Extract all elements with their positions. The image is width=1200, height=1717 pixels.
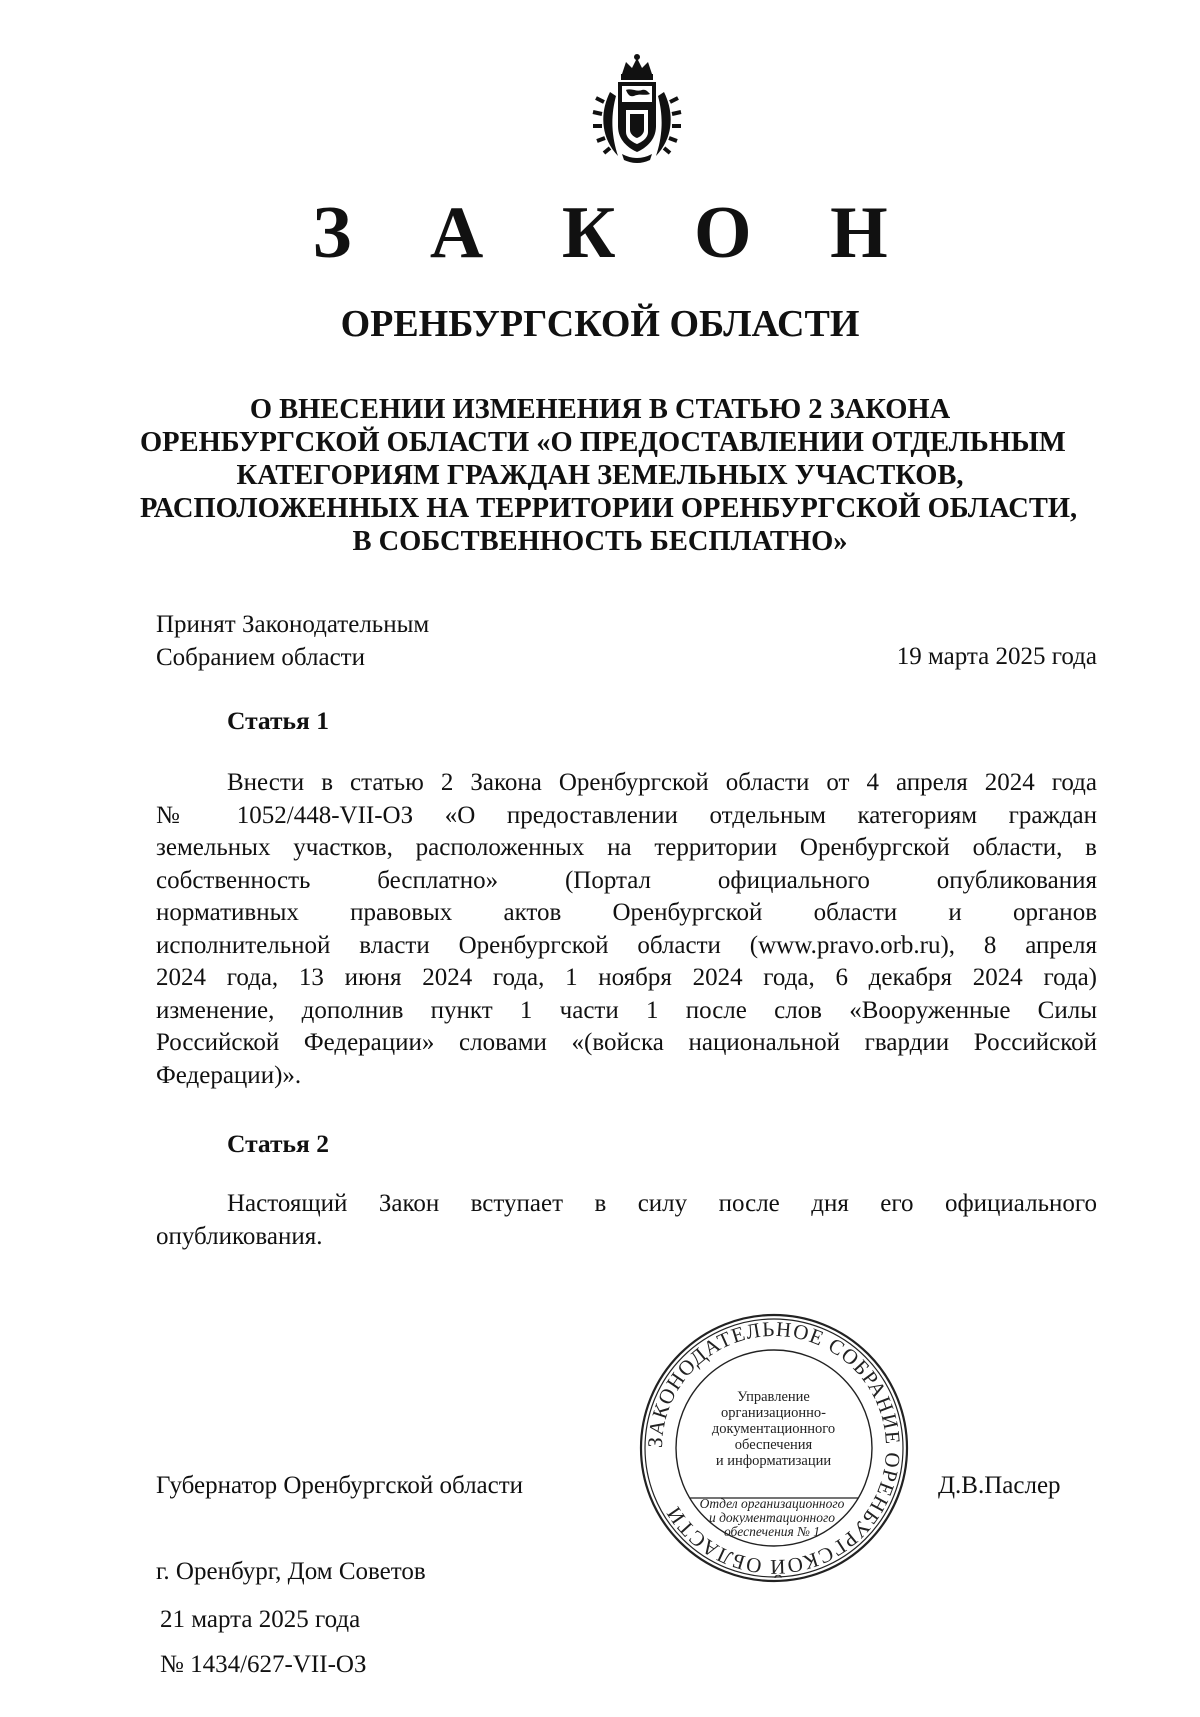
text-line: собственность бесплатно» (Портал официального опубликования bbox=[156, 866, 1097, 894]
text-line: 2024 года, 13 июня 2024 года, 1 ноября 2024 года, 6 декабря 2024 года) bbox=[156, 964, 1097, 991]
adopted-by bbox=[156, 608, 429, 674]
stamp-line: документационного bbox=[711, 1421, 836, 1437]
heading-line: О ВНЕСЕНИИ ИЗМЕНЕНИЯ В СТАТЬЮ 2 ЗАКОНА bbox=[249, 394, 951, 425]
coat-of-arms-emblem bbox=[592, 52, 682, 164]
heading-line: В СОБСТВЕННОСТЬ БЕСПЛАТНО» bbox=[352, 526, 848, 557]
text-line: опубликования. bbox=[156, 1222, 323, 1250]
document-title: З А К О Н bbox=[312, 192, 918, 274]
stamp-department-text bbox=[676, 1497, 868, 1539]
heading-line: ОРЕНБУРГСКОЙ ОБЛАСТИ «О ПРЕДОСТАВЛЕНИИ ОТДЕЛЬНЫМ bbox=[140, 427, 1066, 458]
text-line: Внести в статью 2 Закона Оренбургской области от 4 апреля 2024 года bbox=[227, 769, 1097, 796]
stamp-line: организационно- bbox=[721, 1405, 826, 1421]
law-heading bbox=[140, 393, 1078, 558]
text-line: исполнительной власти Оренбургской области (www.pravo.orb.ru), 8 апреля bbox=[156, 931, 1097, 959]
heading-line: РАСПОЛОЖЕННЫХ НА ТЕРРИТОРИИ ОРЕНБУРГСКОЙ ОБЛАСТИ, bbox=[140, 493, 1078, 524]
text-line: Российской Федерации» словами «(войска национальной гвардии Российской bbox=[156, 1029, 1097, 1056]
document-subtitle: ОРЕНБУРГСКОЙ ОБЛАСТИ bbox=[340, 303, 860, 345]
text-line: изменение, дополнив пункт 1 части 1 после слов «Вооруженные Силы bbox=[156, 996, 1097, 1024]
heading-line: КАТЕГОРИЯМ ГРАЖДАН ЗЕМЕЛЬНЫХ УЧАСТКОВ, bbox=[236, 460, 964, 491]
adopted-date: 19 марта 2025 года bbox=[896, 643, 1097, 670]
stamp-line: Управление bbox=[737, 1389, 810, 1405]
text-line: земельных участков, расположенных на территории Оренбургской области, в bbox=[156, 834, 1097, 861]
stamp-ring-text: ЗАКОНОДАТЕЛЬНОЕ СОБРАНИЕ ОРЕНБУРГСКОЙ ОБЛАСТИ bbox=[642, 1316, 906, 1580]
text-line: Настоящий Закон вступает в силу после дня его официального bbox=[227, 1190, 1097, 1217]
stamp-line: обеспечения № 1 bbox=[723, 1524, 821, 1539]
text-line: Федерации)». bbox=[156, 1061, 302, 1089]
adopted-line: Собранием области bbox=[156, 644, 365, 671]
text-line: № 1052/448-VII-ОЗ «О предоставлении отдельным категориям граждан bbox=[156, 801, 1097, 829]
governor-title: Губернатор Оренбургской области bbox=[156, 1472, 524, 1499]
stamp-inner-text bbox=[680, 1389, 867, 1469]
article-1-title: Статья 1 bbox=[227, 706, 329, 735]
stamp-line: Отдел организационного bbox=[699, 1496, 845, 1511]
governor-name: Д.В.Паслер bbox=[938, 1472, 1061, 1499]
stamp-line: обеспечения bbox=[734, 1437, 813, 1453]
text-line: нормативных правовых актов Оренбургской области и органов bbox=[156, 899, 1097, 926]
stamp-line: и информатизации bbox=[715, 1453, 832, 1469]
stamp-line: и документационного bbox=[708, 1510, 836, 1525]
adopted-line: Принят Законодательным bbox=[156, 611, 430, 638]
law-number: № 1434/627-VII-ОЗ bbox=[160, 1651, 367, 1678]
article-2-text bbox=[156, 1188, 1097, 1253]
article-2-title: Статья 2 bbox=[227, 1129, 329, 1158]
signing-place: г. Оренбург, Дом Советов bbox=[156, 1558, 426, 1585]
article-1-text bbox=[156, 767, 1097, 1092]
signing-date: 21 марта 2025 года bbox=[160, 1606, 361, 1633]
